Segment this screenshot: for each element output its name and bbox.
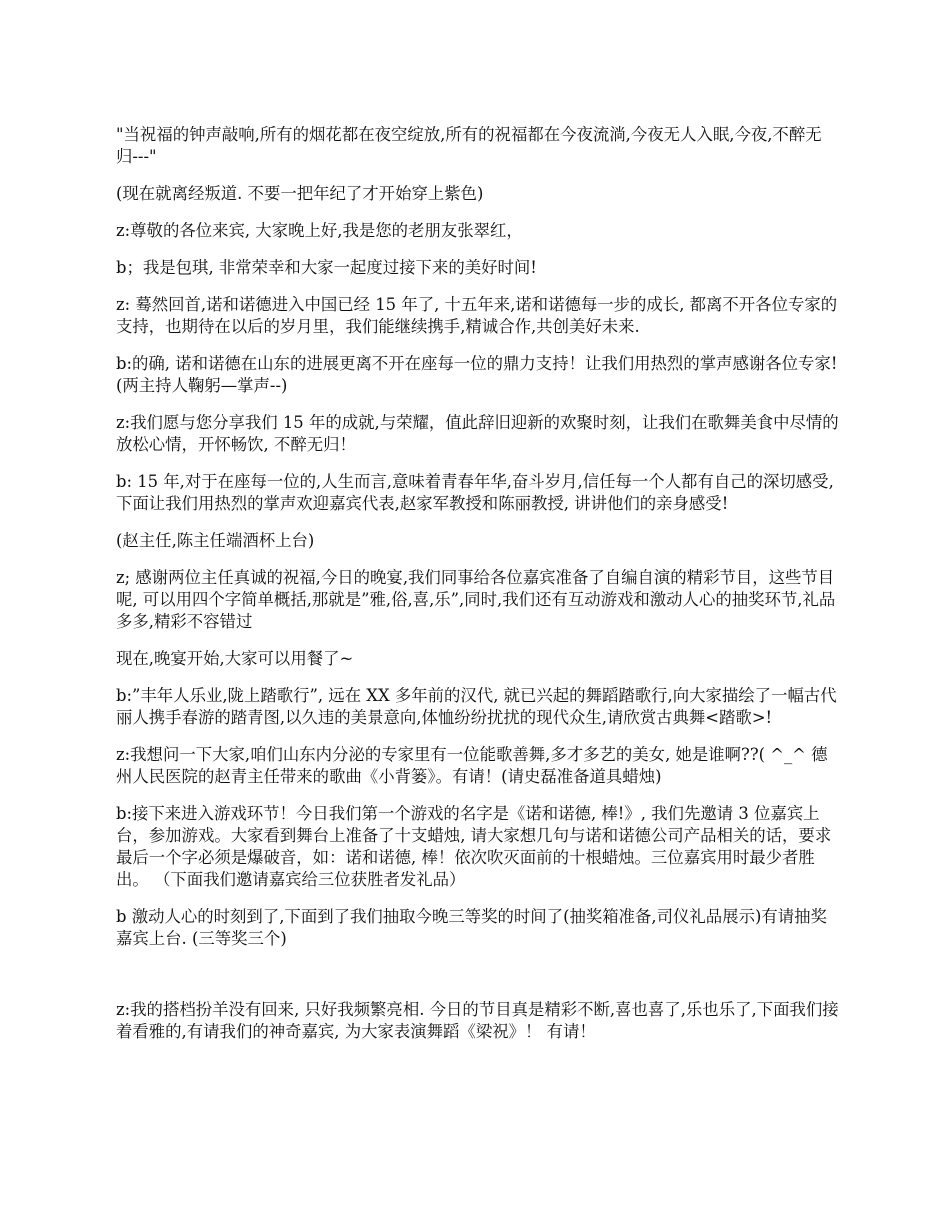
host-b-lottery: b 激动人心的时刻到了,下面到了我们抽取今晚三等奖的时间了(抽奖箱准备,司仪礼品展示)有请抽奖嘉宾上台. (三等奖三个) xyxy=(116,907,827,948)
dinner-start: 现在,晚宴开始,大家可以用餐了~ xyxy=(116,649,354,668)
host-z-song: z:我想问一下大家,咱们山东内分泌的专家里有一位能歌善舞,多才多艺的美女, 她是谁啊??( ^_^ 德州人民医院的赵青主任带来的歌曲《小背篓》。有请！(请史磊准备道具蜡烛) xyxy=(116,745,828,786)
opening-quote: "当祝福的钟声敲响,所有的烟花都在夜空绽放,所有的祝福都在今夜流淌,今夜无人入眠,今夜,不醉无归---" xyxy=(116,125,822,166)
stage-note-directors: (赵主任,陈主任端酒杯上台) xyxy=(116,531,315,550)
document-page xyxy=(116,124,841,1058)
host-b-thanks: b:的确, 诺和诺德在山东的进展更离不开在座每一位的鼎力支持！让我们用热烈的掌声感谢各位专家! (两主持人鞠躬—掌声--) xyxy=(116,354,838,395)
host-b-game: b:接下来进入游戏环节！今日我们第一个游戏的名字是《诺和诺德, 棒!》, 我们先邀请 3 位嘉宾上台，参加游戏。大家看到舞台上准备了十支蜡烛, 请大家想几句与诺和诺德公司产品相关的话，要求最后一个字必须是爆破音，如：诺和诺德, 棒！依次吹灭面前的十根蜡烛。三位嘉宾用时最少者胜出。 （下面我们邀请嘉宾给三位获胜者发礼品） xyxy=(116,804,832,889)
host-z-program: z; 感谢两位主任真诚的祝福,今日的晚宴,我们同事给各位嘉宾准备了自编自演的精彩节目，这些节目呢, 可以用四个字简单概括,那就是”雅,俗,喜,乐”,同时,我们还有互动游戏和激动人心的抽奖环节,礼品多多,精彩不容错过 xyxy=(116,568,836,631)
host-b-greeting: b；我是包琪, 非常荣幸和大家一起度过接下来的美好时间! xyxy=(116,258,537,277)
stage-note: (现在就离经叛道. 不要一把年纪了才开始穿上紫色) xyxy=(116,184,484,203)
blank-gap xyxy=(116,965,841,999)
host-z-anniversary: z: 蓦然回首,诺和诺德进入中国已经 15 年了, 十五年来,诺和诺德每一步的成长, 都离不开各位专家的支持，也期待在以后的岁月里，我们能继续携手,精诚合作,共创美好未来. xyxy=(116,295,838,336)
host-z-share: z:我们愿与您分享我们 15 年的成就,与荣耀，值此辞旧迎新的欢聚时刻，让我们在歌舞美食中尽情的放松心情，开怀畅饮, 不醉无归！ xyxy=(116,413,839,454)
host-b-guest-intro: b: 15 年,对于在座每一位的,人生而言,意味着青春年华,奋斗岁月,信任每一个人都有自己的深切感受,下面让我们用热烈的掌声欢迎嘉宾代表,赵家军教授和陈丽教授, 讲讲他们的亲身感受! xyxy=(116,472,834,513)
host-z-liangzhu: z:我的搭档扮羊没有回来, 只好我频繁亮相. 今日的节目真是精彩不断,喜也喜了,乐也乐了,下面我们接着看雅的,有请我们的神奇嘉宾, 为大家表演舞蹈《梁祝》！ 有请！ xyxy=(116,1000,839,1041)
host-b-dance: b:”丰年人乐业,陇上踏歌行”, 远在 XX 多年前的汉代, 就已兴起的舞蹈踏歌行,向大家描绘了一幅古代丽人携手春游的踏青图,以久违的美景意向,体恤纷纷扰扰的现代众生,请欣赏古典舞<踏歌>! xyxy=(116,686,837,727)
host-z-greeting: z:尊敬的各位来宾, 大家晚上好,我是您的老朋友张翠红， xyxy=(116,221,523,240)
